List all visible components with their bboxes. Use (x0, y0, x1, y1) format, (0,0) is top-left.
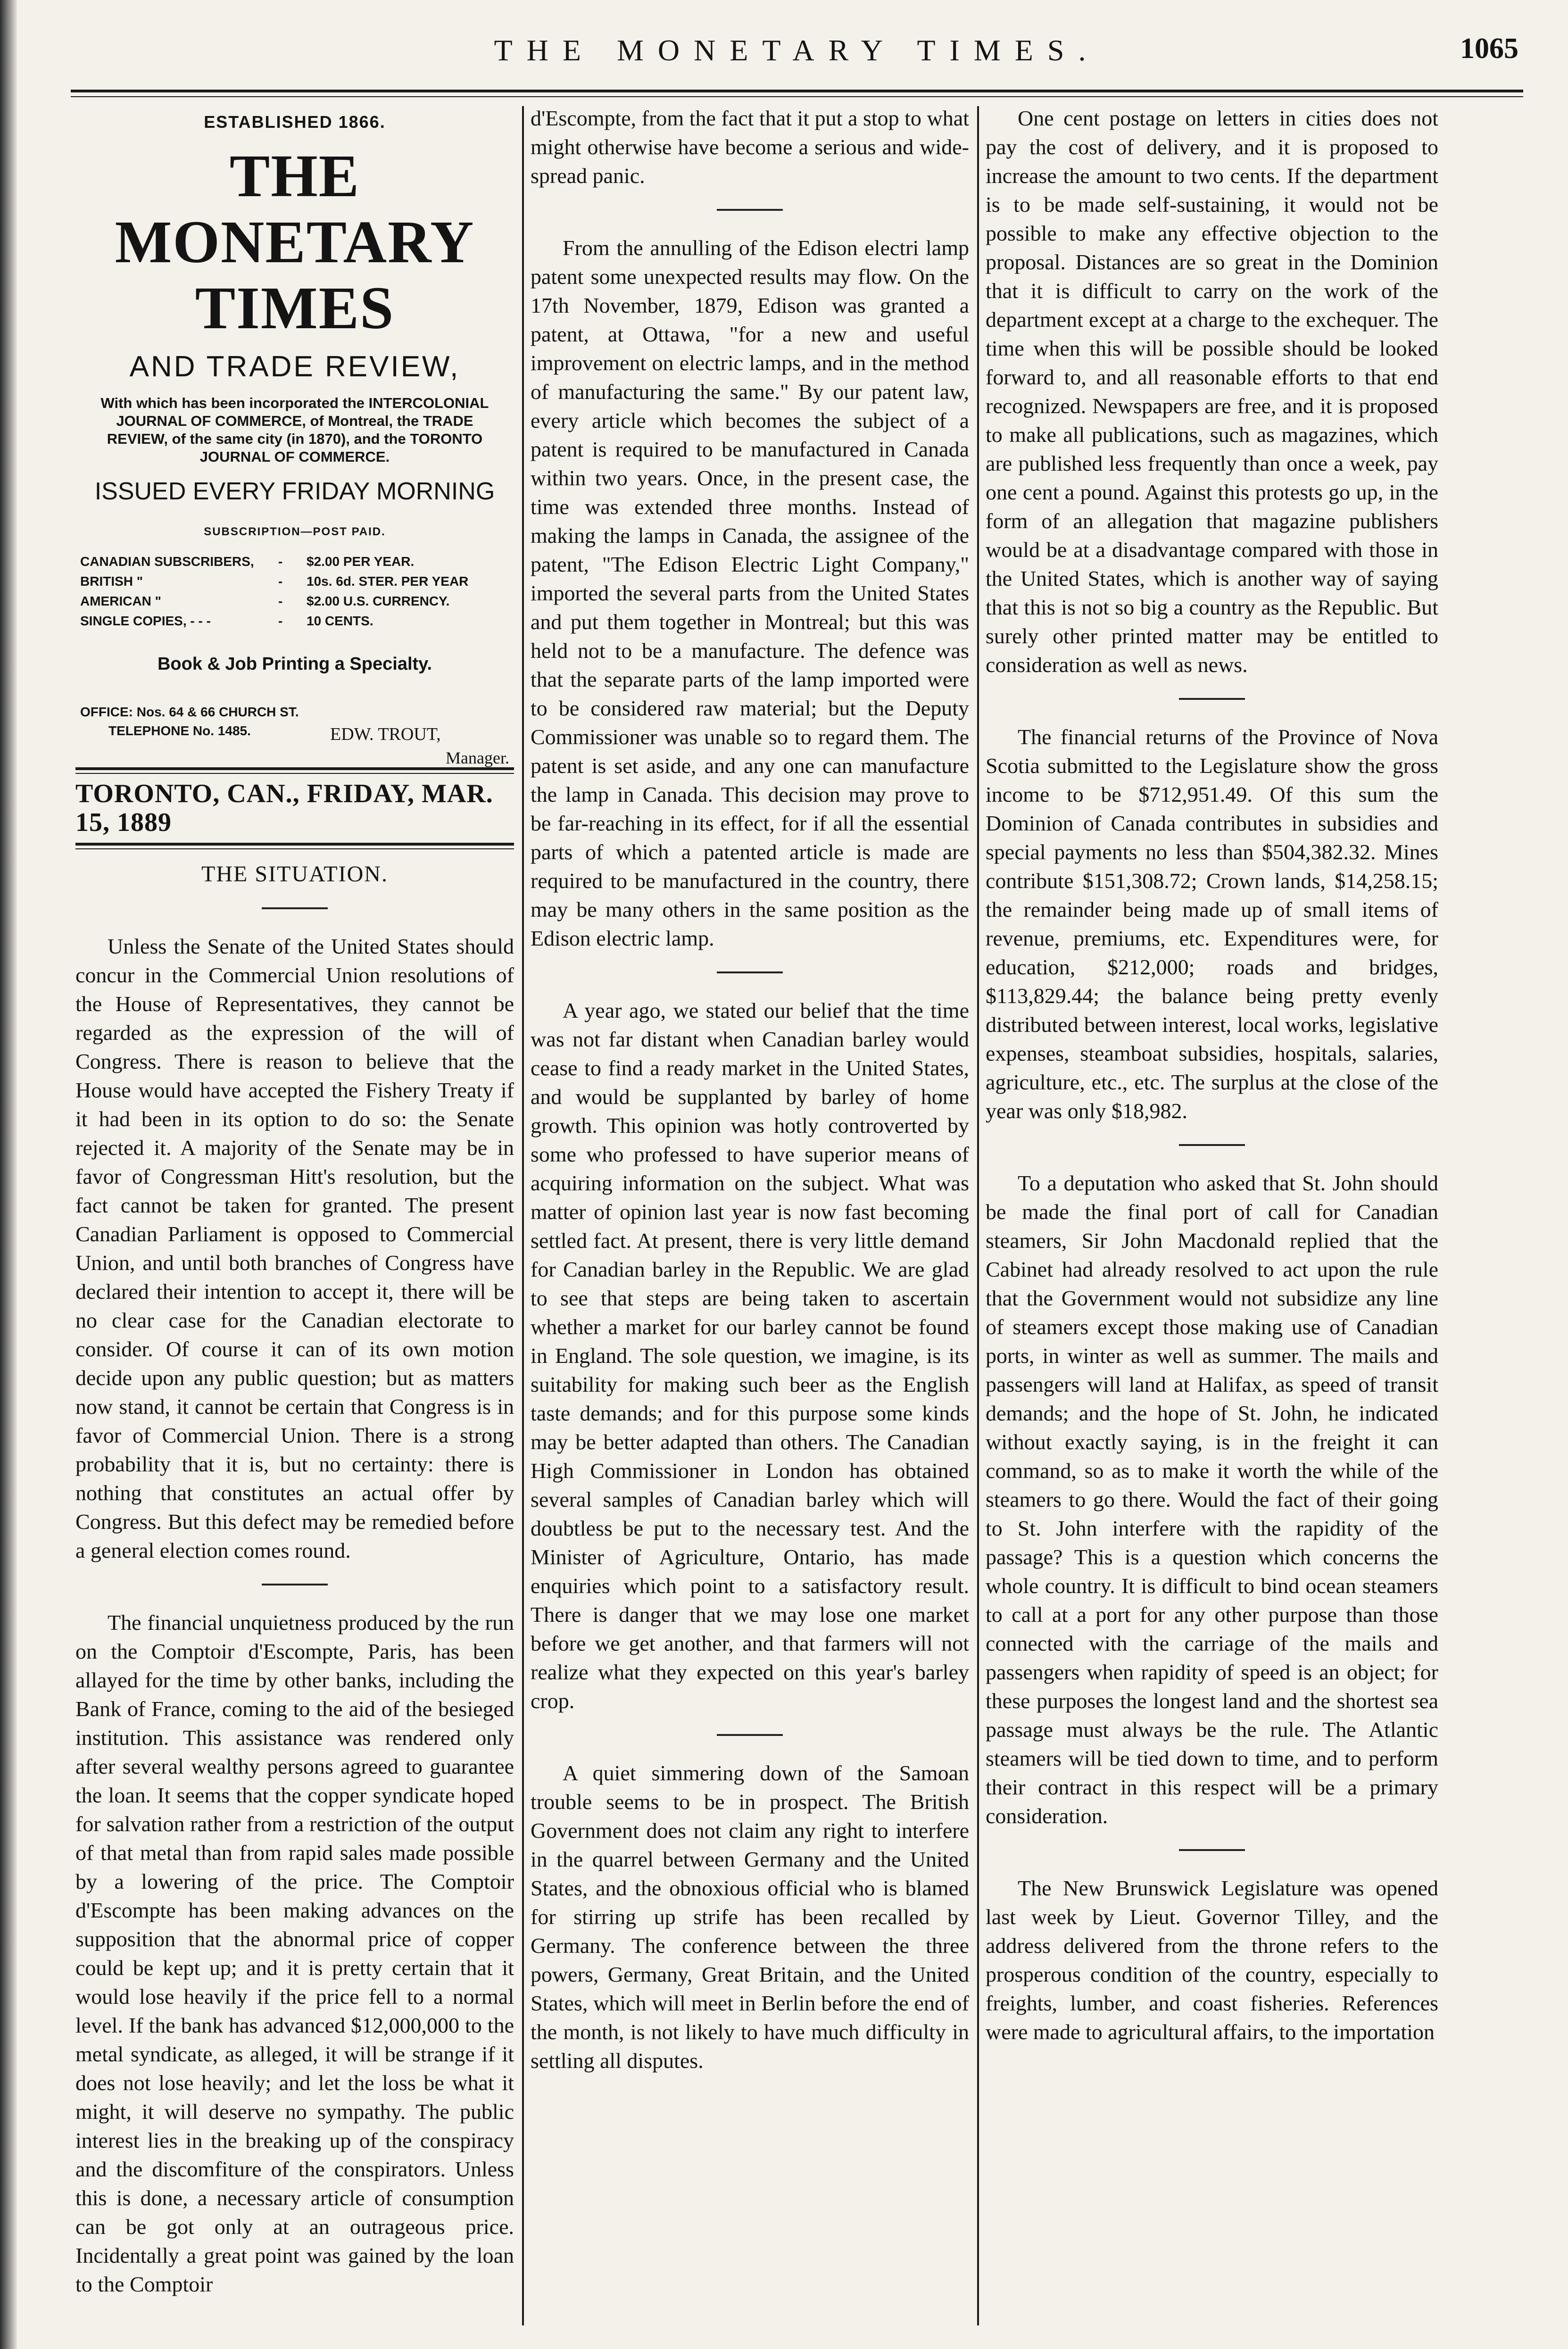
dateline-rule-top-thin (75, 773, 514, 774)
article-divider (1179, 698, 1245, 700)
column-separator (522, 106, 524, 2325)
office-block (80, 697, 514, 767)
article-paragraph: From the annulling of the Edison electri lamp patent some unexpected results may flow. On the 17th November, 1879, Edison was granted a patent, at Ottawa, "for a new and useful improvement on electric lamps, and in the method of manufacturing the same." By our patent law, every article which becomes the subject of a patent is required to be manufactured in Canada within two years. Once, in the present case, the time was extended three months. Instead of making the lamps in Canada, the assignee of the patent, "The Edison Electric Light Company," imported the several parts from the United States and put them together in Montreal; but this was held not to be a manufacture. The defence was that the separate parts of the lamp imported were to be considered raw material; but the Deputy Commissioner was unable so to regard them. The patent is set aside, and any one can manufacture the lamp in Canada. This decision may prove to be far-reaching in its effect, for if all the essential parts of which a patented article is made are required to be manufactured in the country, there may be many others in the same position as the Edison electric lamp. (531, 236, 969, 950)
section-divider (262, 907, 328, 909)
column-1 (75, 104, 514, 2316)
scan-binding-edge (0, 0, 17, 2349)
established-line: ESTABLISHED 1866. (204, 112, 386, 132)
article-paragraph: A quiet simmering down of the Samoan trouble seems to be in prospect. The British Government does not claim any right to interfere in the quarrel between Germany and the United States, and the obnoxious official who is blamed for stirring up strife has been recalled by Germany. The conference between the three powers, Germany, Great Britain, and the United States, which will meet in Berlin before the end of the month, is not likely to have much difficulty in settling all disputes. (531, 1761, 969, 2073)
masthead-logo: THE MONETARY TIMES (115, 142, 475, 341)
incorporation-note: With which has been incorporated the INTERCOLONIAL JOURNAL OF COMMERCE, of Montreal, the TRADE REVIEW, of the same city (in 1870), and the TORONTO JOURNAL OF COMMERCE. (100, 395, 489, 465)
article-paragraph: A year ago, we stated our belief that the time was not far distant when Canadian barley would cease to find a ready market in the United States, and would be supplanted by barley of home growth. This opinion was hotly controverted by some who professed to have superior means of acquiring information on the subject. What was matter of opinion last year is now fast becoming settled fact. At present, there is very little demand for Canadian barley in the Republic. We are glad to see that steps are being taken to ascertain whether a market for our barley cannot be found in England. The sole question, we imagine, is its suitability for making such beer as the English taste demands; and for this purpose some kinds may be better adapted than others. The Canadian High Commissioner in London has obtained several samples of Canadian barley which will doubtless be put to the necessary test. And the Minister of Agriculture, Ontario, has made enquiries which point to a satisfactory result. There is danger that we may lose one market before we get another, and that farmers will not realize what they expected on this year's barley crop. (531, 998, 969, 1713)
page-number: 1065 (1460, 33, 1518, 65)
article-divider (262, 1584, 328, 1585)
dateline: TORONTO, CAN., FRIDAY, MAR. 15, 1889 (75, 779, 493, 837)
telephone: TELEPHONE No. 1485. (108, 723, 251, 738)
section-title: THE SITUATION. (201, 862, 388, 887)
manager-title: Manager. (446, 748, 509, 767)
printing-specialty: Book & Job Printing a Specialty. (157, 654, 432, 674)
column-separator (977, 106, 979, 2325)
rate-row: CANADIAN SUBSCRIBERS, - $2.00 PER YEAR. (80, 554, 415, 569)
issued-line: ISSUED EVERY FRIDAY MORNING (94, 478, 495, 505)
article-divider (1179, 1849, 1245, 1851)
running-head (71, 29, 1523, 86)
rate-row: AMERICAN " - $2.00 U.S. CURRENCY. (80, 594, 450, 608)
header-rule-thin (71, 96, 1523, 97)
running-title: THE MONETARY TIMES. (494, 33, 1100, 67)
office-address: OFFICE: Nos. 64 & 66 CHURCH ST. (80, 705, 299, 719)
article-paragraph: To a deputation who asked that St. John should be made the final port of call for Canadian steamers, Sir John Macdonald replied that the Cabinet had already resolved to act upon the rule that the Government would not subsidize any line of steamers except those making use of Canadian ports, in winter as well as summer. The mails and passengers will land at Halifax, as speed of transit demands; and the hope of St. John, he indicated without exactly saying, is in the freight it can command, so as to make it worth the while of the steamers to go there. Would the fact of their going to St. John interfere with the rapidity of the passage? This is a question which concerns the whole country. It is difficult to bind ocean steamers to call at a port for any other purpose than those connected with the carriage of the mails and passengers when rapidity of speed is an object; for these purposes the longest land and the shortest sea passage must always be the rule. The Atlantic steamers will be tied down to time, and to perform their contract in this respect will be a primary consideration. (986, 1171, 1438, 1828)
article-divider (717, 971, 783, 973)
article-paragraph: One cent postage on letters in cities does not pay the cost of delivery, and it is proposed to increase the amount to two cents. If the department is to be made self-sustaining, it would not be possible to make any effective objection to the proposal. Distances are so great in the Dominion that it is difficult to carry on the work of the department except at a charge to the exchequer. The time when this will be possible should be looked forward to, and all reasonable efforts to that end recognized. Newspapers are free, and it is proposed to make all publications, such as magazines, which are published less frequently than once a week, pay one cent a pound. Against this protests go up, in the form of an allegation that magazine publishers would be at a disadvantage compared with those in the United States, which is another way of saying that this is not so big a country as the Republic. But surely other printed matter may be entitled to consideration as well as news. (986, 106, 1438, 677)
masthead (75, 108, 514, 767)
subscription-rates (80, 552, 509, 631)
article-paragraph: The financial returns of the Province of Nova Scotia submitted to the Legislature show the gross income to be $712,951.49. Of this sum the Dominion of Canada contributes in subsidies and special payments no less than $504,382.32. Mines contribute $151,308.72; Crown lands, $14,258.15; the remainder being made up of small items of revenue, premiums, etc. Expenditures were, for education, $212,000; roads and bridges, $113,829.44; the balance being pretty evenly distributed between interest, local works, legislative expenses, steamboat subsidies, hospitals, salaries, agriculture, etc., etc. The surplus at the close of the year was only $18,982. (986, 725, 1438, 1123)
article-paragraph: d'Escompte, from the fact that it put a stop to what might otherwise have become a serious and wide-spread panic. (531, 106, 969, 188)
rate-row: BRITISH " - 10s. 6d. STER. PER YEAR (80, 574, 469, 589)
column-3 (986, 104, 1438, 2316)
article-divider (1179, 1144, 1245, 1146)
article-paragraph: The New Brunswick Legislature was opened last week by Lieut. Governor Tilley, and the address delivered from the throne refers to the prosperous condition of the country, especially to freights, lumber, and coast fisheries. References were made to agricultural affairs, to the importation (986, 1876, 1438, 2044)
header-rule-thick (71, 90, 1523, 92)
dateline-rule-bottom-thin (75, 848, 514, 849)
article-paragraph: The financial unquietness produced by the run on the Comptoir d'Escompte, Paris, has been allayed for the time by other banks, including the Bank of France, coming to the aid of the besieged institution. This assistance was rendered only after several wealthy persons agreed to guarantee the loan. It seems that the copper syndicate hoped for salvation rather from a restriction of the output of that metal than from rapid sales made possible by a lowering of the price. The Comptoir d'Escompte has been making advances on the supposition that the abnormal price of copper could be kept up; and it is pretty certain that it would lose heavily if the price fell to a normal level. If the bank has advanced $12,000,000 to the metal syndicate, as alleged, it will be strange if it does not lose heavily; and let the loss be what it might, it will deserve no sympathy. The public interest lies in the breaking up of the conspiracy and the discomfiture of the conspirators. Unless this is done, a necessary article of consumption can be got only at an outrageous price. Incidentally a great point was gained by the loan to the Comptoir (75, 1610, 514, 2296)
rate-row: SINGLE COPIES, - - - - 10 CENTS. (80, 614, 373, 628)
masthead-subtitle: AND TRADE REVIEW, (129, 350, 460, 383)
article-divider (717, 1734, 783, 1736)
article-paragraph: Unless the Senate of the United States should concur in the Commercial Union resolutions of the House of Representatives, they cannot be regarded as the expression of the will of Congress. There is reason to believe that the House would have accepted the Fishery Treaty if it had been in its option to do so: the Senate rejected it. A majority of the Senate may be in favor of Congressman Hitt's resolution, but the fact cannot be taken for granted. The present Canadian Parliament is opposed to Commercial Union, and until both branches of Congress have declared their intention to accept it, there will be no clear case for the Canadian electorate to consider. Of course it can of its own motion decide upon any public question; but as matters now stand, it cannot be certain that Congress is in favor of Commercial Union. There is a strong probability that it is, but no certainty: there is nothing that constitutes an actual offer by Congress. But this defect may be remedied before a general election comes round. (75, 934, 514, 1562)
dateline-rule-bottom (75, 843, 514, 846)
subscription-heading: SUBSCRIPTION—POST PAID. (204, 525, 386, 538)
manager-name: EDW. TROUT, (330, 724, 441, 744)
column-2 (531, 104, 969, 2316)
article-divider (717, 209, 783, 211)
